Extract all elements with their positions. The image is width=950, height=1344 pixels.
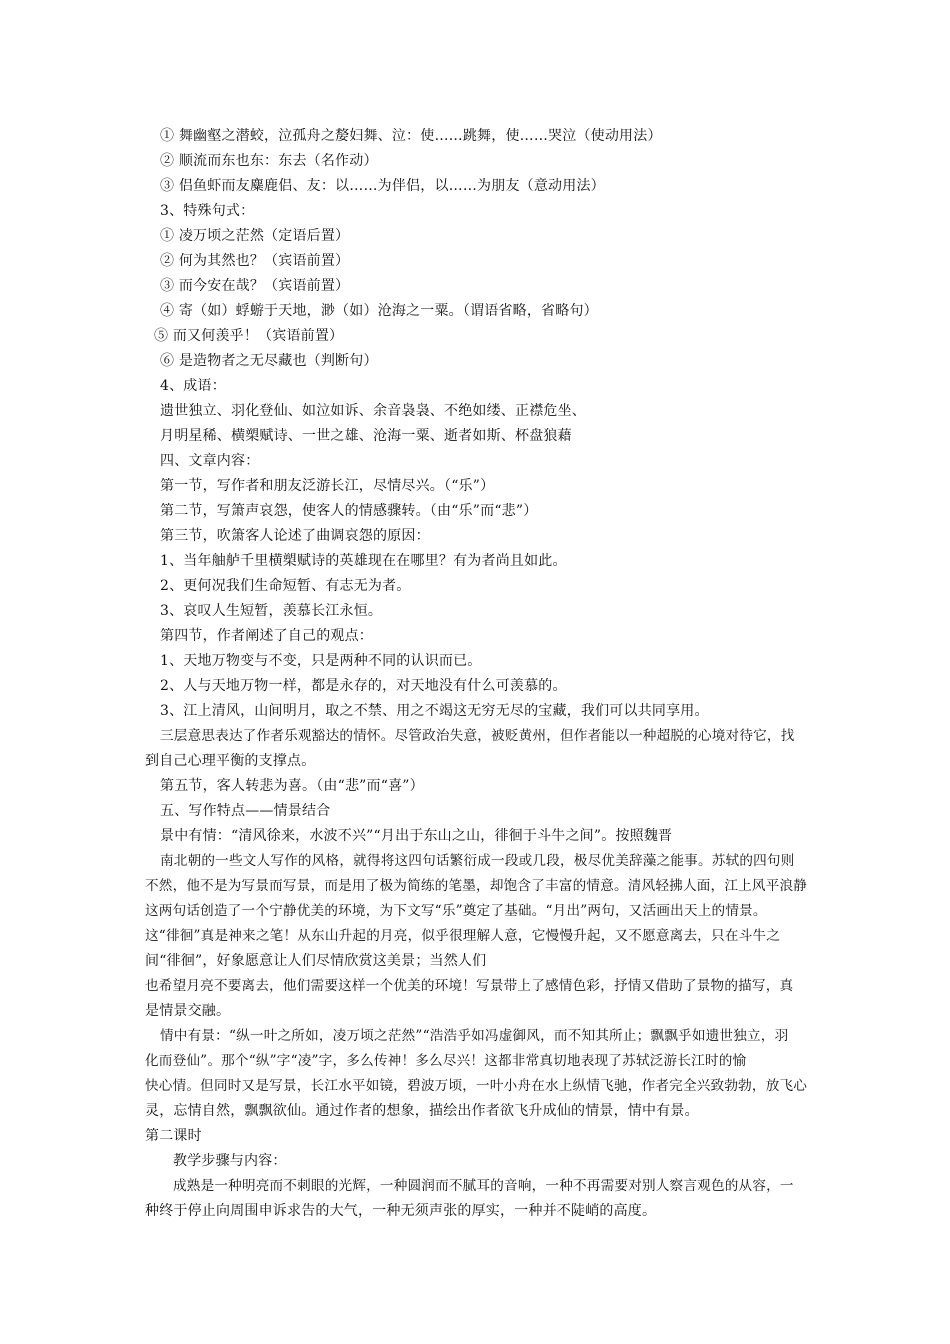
section-heading: 3、特殊句式： (160, 203, 255, 219)
text-line: 第二节，写箫声哀怨，使客人的情感骤转。（由“乐”而“悲”） (160, 503, 538, 519)
text-line: 三层意思表达了作者乐观豁达的情怀。尽管政治失意，被贬黄州，但作者能以一种超脱的心境对待它，找 (160, 728, 795, 744)
text-line: 遗世独立、羽化登仙、如泣如诉、余音袅袅、不绝如缕、正襟危坐、 (160, 403, 586, 419)
text-line: 1、当年舳舻千里横槊赋诗的英雄现在在哪里？有为者尚且如此。 (160, 553, 567, 569)
text-line: 南北朝的一些文人写作的风格，就得将这四句话繁衍成一段或几段，极尽优美辞藻之能事。苏轼的四句则 (160, 853, 795, 869)
text-line: 是情景交融。 (145, 1003, 231, 1019)
text-line: ⑤ 而又何羡乎！（宾语前置） (154, 328, 344, 344)
text-line: 3、哀叹人生短暂，羡慕长江永恒。 (160, 603, 383, 619)
text-line: ① 舞幽壑之潜蛟，泣孤舟之嫠妇舞、泣：使……跳舞，使……哭泣（使动用法） (160, 128, 662, 144)
text-line: 教学步骤与内容： (173, 1153, 287, 1169)
text-line: 2、人与天地万物一样，都是永存的，对天地没有什么可羡慕的。 (160, 678, 567, 694)
text-line: ④ 寄（如）蜉蝣于天地，渺（如）沧海之一粟。（谓语省略，省略句） (160, 303, 598, 319)
text-line: ⑥ 是造物者之无尽藏也（判断句） (160, 353, 378, 369)
text-line: 成熟是一种明亮而不刺眼的光辉，一种圆润而不腻耳的音响，一种不再需要对别人察言观色的从容，一 (173, 1178, 794, 1194)
text-line: ② 顺流而东也东：东去（名作动） (160, 153, 378, 169)
text-line: ② 何为其然也？（宾语前置） (160, 253, 350, 269)
text-line: 3、江上清风，山间明月，取之不禁、用之不竭这无穷无尽的宝藏，我们可以共同享用。 (160, 703, 709, 719)
text-line: 第三节，吹箫客人论述了曲调哀怨的原因： (160, 528, 430, 544)
text-line: 这两句话创造了一个宁静优美的环境，为下文写“乐”奠定了基础。“月出”两句，又活画出天上的情景。 (145, 903, 767, 919)
text-line: 月明星稀、横槊赋诗、一世之雄、沧海一粟、逝者如斯、杯盘狼藉 (160, 428, 572, 444)
text-line: 2、更何况我们生命短暂、有志无为者。 (160, 578, 411, 594)
text-line: 也希望月亮不要离去，他们需要这样一个优美的环境！写景带上了感情色彩，抒情又借助了景物的描写，真 (145, 978, 794, 994)
text-line: 第一节，写作者和朋友泛游长江，尽情尽兴。（“乐”） (160, 478, 495, 494)
text-line: ③ 而今安在哉？（宾语前置） (160, 278, 350, 294)
text-line: 快心情。但同时又是写景，长江水平如镜，碧波万顷，一叶小舟在水上纵情飞驰，作者完全兴致勃勃，放飞心 (145, 1078, 808, 1094)
text-line: 1、天地万物变与不变，只是两种不同的认识而已。 (160, 653, 482, 669)
text-line: 第四节，作者阐述了自己的观点： (160, 628, 373, 644)
text-line: 这“徘徊”真是神来之笔！从东山升起的月亮，似乎很理解人意，它慢慢升起，又不愿意离去，只在斗牛之 (145, 928, 781, 944)
text-line: 间“徘徊”，好象愿意让人们尽情欣赏这美景；当然人们 (145, 953, 487, 969)
text-line: 化而登仙”。那个“纵”字“凌”字，多么传神！多么尽兴！这都非常真切地表现了苏轼泛游长江时的愉 (145, 1053, 747, 1069)
text-line: ① 凌万顷之茫然（定语后置） (160, 228, 350, 244)
section-heading: 第二课时 (145, 1128, 202, 1144)
section-heading: 四、文章内容： (160, 453, 260, 469)
section-heading: 五、写作特点——情景结合 (160, 803, 331, 819)
text-line: ③ 侣鱼虾而友麋鹿侣、友：以……为伴侣，以……为朋友（意动用法） (160, 178, 605, 194)
text-line: 种终于停止向周围申诉求告的大气，一种无须声张的厚实，一种并不陡峭的高度。 (145, 1203, 657, 1219)
text-line: 情中有景：“纵一叶之所如，凌万顷之茫然”“浩浩乎如冯虚御风，而不知其所止；飘飘乎如遗世独立，羽 (160, 1028, 789, 1044)
text-line: 景中有情：“清风徐来，水波不兴”“月出于东山之山，徘徊于斗牛之间”。按照魏晋 (160, 828, 673, 844)
section-heading: 4、成语： (160, 378, 226, 394)
text-line: 第五节，客人转悲为喜。（由“悲”而“喜”） (160, 778, 424, 794)
text-line: 不然，他不是为写景而写景，而是用了极为简练的笔墨，却饱含了丰富的情意。清风轻拂人面，江上风平浪静 (145, 878, 808, 894)
text-line: 到自己心理平衡的支撑点。 (145, 753, 316, 769)
text-line: 灵，忘情自然，飘飘欲仙。通过作者的想象，描绘出作者欲飞升成仙的情景，情中有景。 (145, 1103, 699, 1119)
